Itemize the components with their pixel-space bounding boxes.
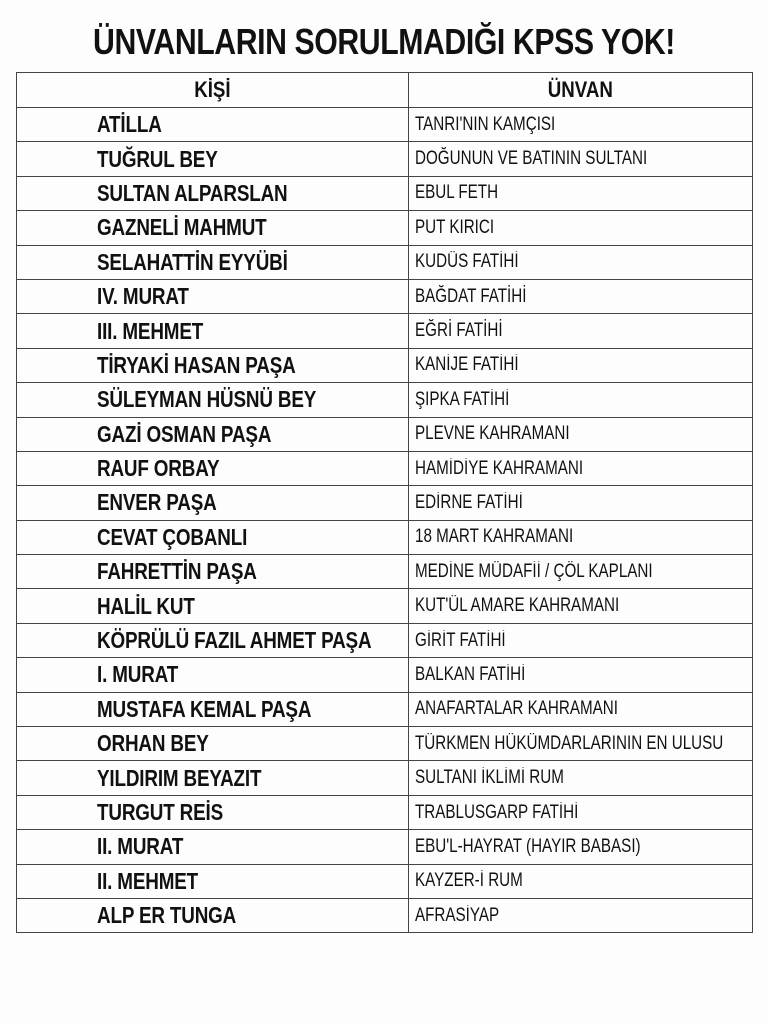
person-name: TİRYAKİ HASAN PAŞA [97,351,296,378]
title-name: ANAFARTALAR KAHRAMANI [415,698,618,720]
title-name: EBU'L-HAYRAT (HAYIR BABASI) [415,835,641,857]
title-name: DOĞUNUN VE BATININ SULTANI [415,148,648,170]
person-name: II. MURAT [97,833,184,860]
person-name: ENVER PAŞA [97,489,217,516]
person-name: GAZNELİ MAHMUT [97,214,267,241]
person-cell [17,279,409,313]
title-name: TANRI'NIN KAMÇISI [415,113,556,135]
titles-table [16,72,753,933]
person-cell [17,795,409,829]
person-name: HALİL KUT [97,592,195,619]
person-cell [17,589,409,623]
title-name: PLEVNE KAHRAMANI [415,423,570,445]
title-cell [409,176,753,210]
person-name: ATİLLA [97,111,162,138]
table-row [17,142,753,176]
title-name: KAYZER-İ RUM [415,870,523,892]
person-name: FAHRETTİN PAŞA [97,558,257,585]
table-row [17,279,753,313]
table-row [17,692,753,726]
table-row [17,589,753,623]
title-cell [409,692,753,726]
person-cell [17,658,409,692]
title-name: KUT'ÜL AMARE KAHRAMANI [415,595,620,617]
table-row [17,211,753,245]
person-cell [17,864,409,898]
person-name: RAUF ORBAY [97,455,220,482]
person-cell [17,520,409,554]
title-cell [409,348,753,382]
table-row [17,795,753,829]
table-row [17,864,753,898]
table-header-row [17,73,753,108]
table-row [17,520,753,554]
person-cell [17,486,409,520]
table-row [17,658,753,692]
title-cell [409,727,753,761]
title-name: SULTANI İKLİMİ RUM [415,767,564,789]
title-name: EĞRİ FATİHİ [415,320,503,342]
table-row [17,898,753,932]
title-cell [409,658,753,692]
person-name: KÖPRÜLÜ FAZIL AHMET PAŞA [97,627,372,654]
table-row [17,486,753,520]
person-name: ALP ER TUNGA [97,902,237,929]
title-cell [409,795,753,829]
title-name: 18 MART KAHRAMANI [415,526,574,548]
person-name: TURGUT REİS [97,799,224,825]
title-cell [409,520,753,554]
person-name: II. MEHMET [97,867,199,894]
title-name: TÜRKMEN HÜKÜMDARLARININ EN ULUSU [415,732,724,754]
title-name: MEDİNE MÜDAFİİ / ÇÖL KAPLANI [415,560,653,582]
person-cell [17,761,409,795]
title-name: KANİJE FATİHİ [415,354,519,376]
person-name: I. MURAT [97,661,179,688]
person-name: MUSTAFA KEMAL PAŞA [97,695,312,722]
person-cell [17,417,409,451]
person-name: GAZİ OSMAN PAŞA [97,420,272,447]
title-cell [409,898,753,932]
title-name: EDİRNE FATİHİ [415,491,523,513]
page-title: ÜNVANLARIN SORULMADIĞI KPSS YOK! [93,21,675,62]
table-row [17,830,753,864]
table-row [17,417,753,451]
header-person-label: KİŞİ [194,77,231,102]
person-cell [17,108,409,142]
person-cell [17,211,409,245]
title-cell [409,830,753,864]
title-name: BALKAN FATİHİ [415,663,526,685]
title-cell [409,761,753,795]
title-name: BAĞDAT FATİHİ [415,285,527,307]
table-row [17,383,753,417]
person-name: III. MEHMET [97,317,204,344]
title-cell [409,589,753,623]
title-name: AFRASİYAP [415,904,500,926]
person-cell [17,314,409,348]
title-name: PUT KIRICI [415,216,495,238]
person-cell [17,383,409,417]
table-row [17,314,753,348]
person-name: ORHAN BEY [97,730,209,757]
title-name: HAMİDİYE KAHRAMANI [415,457,584,479]
table-row [17,623,753,657]
table-header [17,73,753,108]
header-person [17,73,409,108]
person-cell [17,245,409,279]
table-row [17,245,753,279]
person-cell [17,176,409,210]
title-name: ŞIPKA FATİHİ [415,388,510,410]
header-title [409,73,753,108]
table-row [17,727,753,761]
table-row [17,176,753,210]
title-cell [409,211,753,245]
table-row [17,555,753,589]
title-cell [409,142,753,176]
person-cell [17,555,409,589]
table-row [17,348,753,382]
person-cell [17,451,409,485]
person-name: SÜLEYMAN HÜSNÜ BEY [97,386,317,413]
person-cell [17,348,409,382]
person-name: SULTAN ALPARSLAN [97,179,288,206]
table-row [17,761,753,795]
title-cell [409,486,753,520]
person-cell [17,692,409,726]
title-cell [409,383,753,417]
title-cell [409,555,753,589]
title-name: TRABLUSGARP FATİHİ [415,801,579,823]
person-cell [17,830,409,864]
table-row [17,108,753,142]
person-name: IV. MURAT [97,283,189,310]
person-cell [17,142,409,176]
title-name: KUDÜS FATİHİ [415,251,519,273]
table-row [17,451,753,485]
person-name: CEVAT ÇOBANLI [97,523,248,550]
title-cell [409,279,753,313]
title-cell [409,417,753,451]
title-name: GİRİT FATİHİ [415,629,506,651]
person-name: TUĞRUL BEY [97,145,218,172]
person-cell [17,898,409,932]
title-name: EBUL FETH [415,182,499,204]
title-cell [409,108,753,142]
header-title-label: ÜNVAN [547,77,614,102]
person-cell [17,727,409,761]
table-body [17,108,753,933]
person-cell [17,623,409,657]
title-cell [409,314,753,348]
person-name: SELAHATTİN EYYÜBİ [97,248,288,275]
person-name: YILDIRIM BEYAZIT [97,764,262,791]
title-cell [409,451,753,485]
title-cell [409,245,753,279]
title-cell [409,864,753,898]
title-cell [409,623,753,657]
